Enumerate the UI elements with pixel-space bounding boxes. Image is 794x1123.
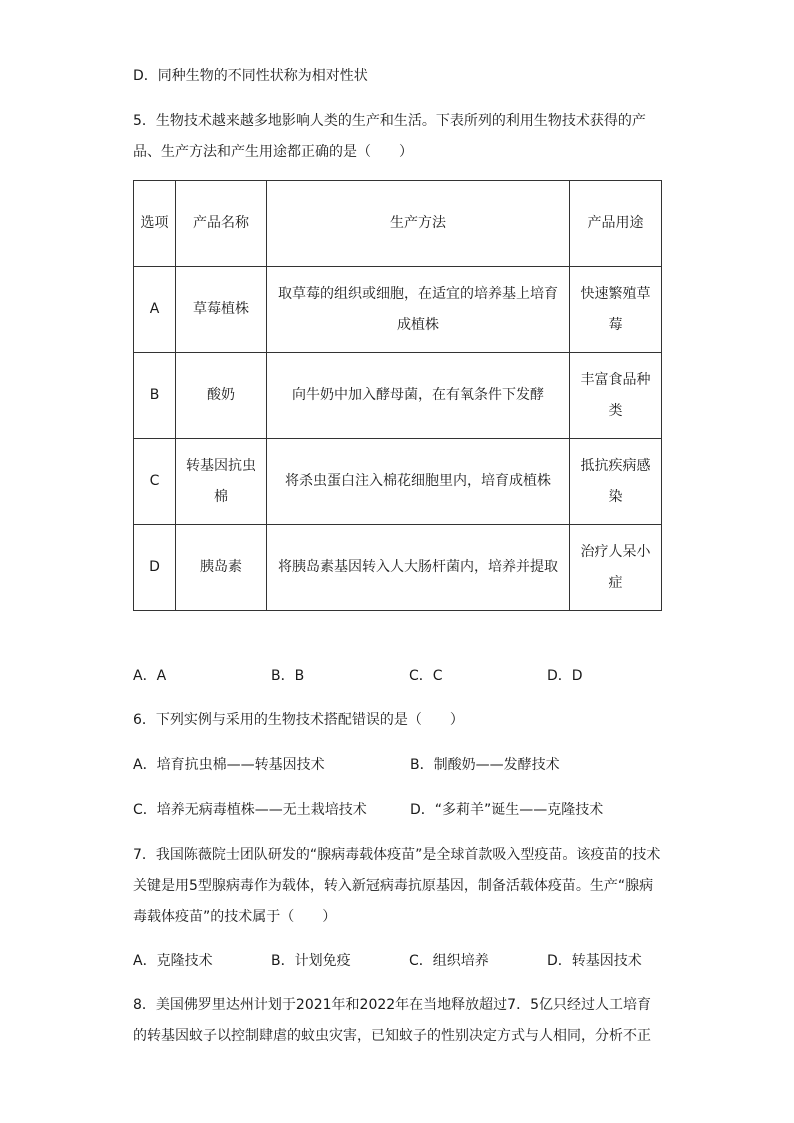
table-cell: 胰岛素 (176, 525, 267, 611)
header-cell: 产品名称 (176, 181, 267, 267)
q4-option-d: D．同种生物的不同性状称为相对性状 (133, 68, 368, 84)
table-cell: 将胰岛素基因转入人大肠杆菌内，培养并提取 (267, 525, 570, 611)
q5-option-a[interactable]: A．A (133, 668, 167, 684)
q5-option-b[interactable]: B．B (271, 668, 305, 684)
table-cell: 快速繁殖草莓 (570, 267, 662, 353)
table-cell: B (134, 353, 176, 439)
table-cell: 草莓植株 (176, 267, 267, 353)
q5-stem: 5．生物技术越来越多地影响人类的生产和生活。下表所列的利用生物技术获得的产品、生产方法和产生用途都正确的是（ ） (133, 113, 646, 160)
table-cell: 酸奶 (176, 353, 267, 439)
table-cell: 治疗人呆小症 (570, 525, 662, 611)
q5-option-c[interactable]: C．C (409, 668, 443, 684)
q7-option-a[interactable]: A．克隆技术 (133, 953, 213, 969)
q6-option-b[interactable]: B．制酸奶——发酵技术 (410, 757, 560, 773)
header-cell: 选项 (134, 181, 176, 267)
table-cell: 抵抗疾病感染 (570, 439, 662, 525)
q7-option-c[interactable]: C．组织培养 (409, 953, 489, 969)
q7-option-b[interactable]: B．计划免疫 (271, 953, 351, 969)
table-cell: 丰富食品种类 (570, 353, 662, 439)
q6-option-a[interactable]: A．培育抗虫棉——转基因技术 (133, 757, 325, 773)
table-cell: C (134, 439, 176, 525)
table-row (134, 267, 662, 353)
table-row (134, 353, 662, 439)
header-cell: 生产方法 (267, 181, 570, 267)
q6-stem: 6．下列实例与采用的生物技术搭配错误的是（ ） (133, 712, 464, 728)
table-row (134, 525, 662, 611)
q6-option-d[interactable]: D．“多莉羊”诞生——克隆技术 (410, 802, 604, 818)
table-cell: D (134, 525, 176, 611)
table-cell: A (134, 267, 176, 353)
table-cell: 转基因抗虫棉 (176, 439, 267, 525)
header-cell: 产品用途 (570, 181, 662, 267)
table-row (134, 439, 662, 525)
q5-table (133, 180, 662, 611)
q6-option-c[interactable]: C．培养无病毒植株——无土栽培技术 (133, 802, 367, 818)
table-cell: 将杀虫蛋白注入棉花细胞里内，培育成植株 (267, 439, 570, 525)
q7-stem: 7．我国陈薇院士团队研发的“腺病毒载体疫苗”是全球首款吸入型疫苗。该疫苗的技术关键是用5型腺病毒作为载体，转入新冠病毒抗原基因，制备活载体疫苗。生产“腺病毒载体疫苗”的技术属于（ ） (133, 847, 661, 925)
q5-option-d[interactable]: D．D (547, 668, 583, 684)
q8-stem: 8．美国佛罗里达州计划于2021年和2022年在当地释放超过7．5亿只经过人工培育的转基因蚊子以控制肆虐的蚊虫灾害，已知蚊子的性别决定方式与人相同，分析不正 (133, 997, 651, 1044)
table-header-row (134, 181, 662, 267)
q7-option-d[interactable]: D．转基因技术 (547, 953, 642, 969)
table-cell: 向牛奶中加入酵母菌，在有氧条件下发酵 (267, 353, 570, 439)
table-cell: 取草莓的组织或细胞，在适宜的培养基上培育成植株 (267, 267, 570, 353)
